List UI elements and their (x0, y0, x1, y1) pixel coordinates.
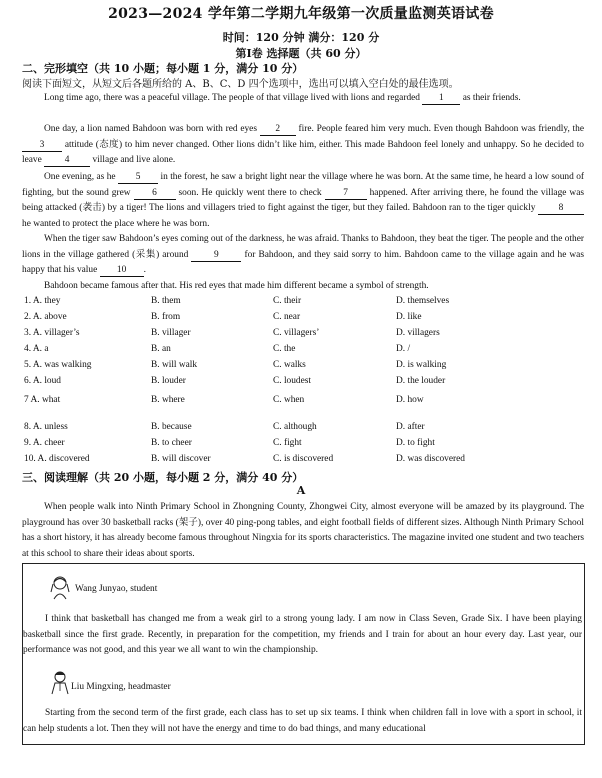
option-9b[interactable]: B. to cheer (151, 438, 192, 448)
headmaster-avatar-icon (49, 669, 71, 695)
option-row-4 (24, 344, 584, 358)
option-3c[interactable]: C. villagers’ (273, 328, 320, 338)
option-2a[interactable]: 2. A. above (24, 312, 67, 322)
blank-5[interactable]: 5 (118, 172, 158, 184)
blank-9[interactable]: 9 (191, 250, 241, 262)
reading-heading: 三、阅读理解（共 20 小题，每小题 2 分，满分 40 分） (22, 471, 304, 484)
student-name: Wang Junyao, student (75, 584, 158, 594)
option-8d[interactable]: D. after (396, 422, 425, 432)
blank-6[interactable]: 6 (134, 188, 176, 200)
option-row-6 (24, 376, 584, 390)
option-row-3 (24, 328, 584, 342)
option-10c[interactable]: C. is discovered (273, 454, 334, 464)
option-4c[interactable]: C. the (273, 344, 296, 354)
blank-2[interactable]: 2 (260, 124, 296, 136)
option-8a[interactable]: 8. A. unless (24, 422, 68, 432)
option-8c[interactable]: C. although (273, 422, 317, 432)
option-1c[interactable]: C. their (273, 296, 302, 306)
option-row-9 (24, 438, 584, 452)
option-row-10 (24, 454, 584, 468)
option-6a[interactable]: 6. A. loud (24, 376, 61, 386)
option-5b[interactable]: B. will walk (151, 360, 198, 370)
option-7c[interactable]: C. when (273, 395, 305, 405)
option-9d[interactable]: D. to fight (396, 438, 435, 448)
exam-title: 2023—2024 学年第二学期九年级第一次质量监测英语试卷 (108, 6, 494, 22)
blank-4[interactable]: 4 (44, 155, 90, 167)
option-row-2 (24, 312, 584, 326)
option-2c[interactable]: C. near (273, 312, 301, 322)
interview-box (22, 563, 585, 745)
option-1d[interactable]: D. themselves (396, 296, 450, 306)
cloze-paragraph-1: Long time ago, there was a peaceful village. The people of that village lived with lions and regarded 1 as their friends. (44, 93, 521, 103)
option-1a[interactable]: 1. A. they (24, 296, 61, 306)
option-1b[interactable]: B. them (151, 296, 181, 306)
headmaster-name: Liu Mingxing, headmaster (71, 682, 171, 692)
option-4b[interactable]: B. an (151, 344, 171, 354)
cloze-paragraph-4: When the tiger saw Bahdoon’s eyes coming out of the darkness, he was afraid. Thanks to Bahdoon, they beat the tiger. The people and the other lions in the village gathered (采集) around 9 for Bahdoon, and they said sorry to him. Bahdoon came to the village again and he was happy that his value 10 . (22, 234, 584, 276)
option-row-1 (24, 296, 584, 310)
cloze-heading: 二、完形填空（共 10 小题；每小题 1 分，满分 10 分） (22, 62, 304, 75)
option-4d[interactable]: D. / (396, 344, 411, 354)
option-row-8 (24, 422, 584, 436)
section-a-label: A (296, 484, 306, 497)
option-5d[interactable]: D. is walking (396, 360, 447, 370)
option-5a[interactable]: 5. A. was walking (24, 360, 92, 370)
option-2d[interactable]: D. like (396, 312, 422, 322)
option-9a[interactable]: 9. A. cheer (24, 438, 65, 448)
option-7d[interactable]: D. how (396, 395, 424, 405)
student-statement: I think that basketball has changed me from a weak girl to a strong young lady. I am now in Class Seven, Grade Six. I have been playing basketball since the first grade. Recently, in preparation for the competition, my friends and I train for about an hour every day. Last year, our performance was not good, and this year we all want to win the championship. (23, 614, 582, 656)
cloze-paragraph-3: One evening, as he 5 in the forest, he saw a bright light near the village where he was born. At the same time, he heard a low sound of fighting, but the sound grew 6 soon. He quickly went there to check 7 happened. After arriving there, he found the village was being attacked (袭击) by a tiger! The lions and villagers tried to fight against the tiger, but they failed. Bahdoon ran to the tiger quickly 8 he wanted to protect the place where he was born. (22, 172, 585, 229)
option-3a[interactable]: 3. A. villager’s (24, 328, 80, 338)
option-2b[interactable]: B. from (151, 312, 181, 322)
cloze-instructions: 阅读下面短文，从短文后各题所给的 A、B、C、D 四个选项中，选出可以填入空白处的最佳选项。 (22, 79, 459, 90)
option-6d[interactable]: D. the louder (396, 376, 446, 386)
option-row-7 (24, 395, 584, 409)
option-3b[interactable]: B. villager (151, 328, 191, 338)
option-10b[interactable]: B. will discover (151, 454, 211, 464)
blank-3[interactable]: 3 (22, 140, 62, 152)
option-7b[interactable]: B. where (151, 395, 185, 405)
cloze-paragraph-2: One day, a lion named Bahdoon was born with red eyes 2 fire. People feared him very much. Even though Bahdoon was friendly, the 3 attitude (态度) to him never changed. Other lions didn’t like him, either. This made Bahdoon feel lonely and unhappy. So he decided to leave 4 village and live alone. (22, 124, 584, 166)
option-8b[interactable]: B. because (151, 422, 192, 432)
option-5c[interactable]: C. walks (273, 360, 306, 370)
time-info: 时间：120 分钟 满分：120 分 (222, 31, 380, 44)
blank-8[interactable]: 8 (538, 203, 584, 215)
option-7a[interactable]: 7 A. what (24, 395, 61, 405)
reading-intro: When people walk into Ninth Primary School in Zhongning County, Zhongwei City, almost everyone will be amazed by its playground. The playground has over 30 basketball racks (架子), over 40 ping-pong tables, and eight football fields of different sizes. Although Ninth Primary School has a short history, it has already become famous throughout Ningxia for its sports characteristics. The magazine invited one student and two teachers at this school to share their ideas about sports. (22, 502, 584, 559)
option-6b[interactable]: B. louder (151, 376, 186, 386)
option-10a[interactable]: 10. A. discovered (24, 454, 90, 464)
cloze-paragraph-5: Bahdoon became famous after that. His red eyes that made him different became a symbol of strength. (44, 281, 429, 291)
option-row-5 (24, 360, 584, 374)
part-title: 第Ⅰ卷 选择题（共 60 分） (235, 47, 367, 60)
headmaster-statement: Starting from the second term of the first grade, each class has to set up six teams. I think when children fall in love with a sport in school, it can help students a lot. Then they will not have the energy and time to do bad things, and many educational (23, 708, 582, 734)
student-avatar-icon (49, 574, 71, 600)
blank-7[interactable]: 7 (325, 188, 367, 200)
option-9c[interactable]: C. fight (273, 438, 302, 448)
option-4a[interactable]: 4. A. a (24, 344, 49, 354)
option-3d[interactable]: D. villagers (396, 328, 440, 338)
option-6c[interactable]: C. loudest (273, 376, 312, 386)
blank-10[interactable]: 10 (100, 265, 144, 277)
option-10d[interactable]: D. was discovered (396, 454, 465, 464)
blank-1[interactable]: 1 (422, 93, 460, 105)
